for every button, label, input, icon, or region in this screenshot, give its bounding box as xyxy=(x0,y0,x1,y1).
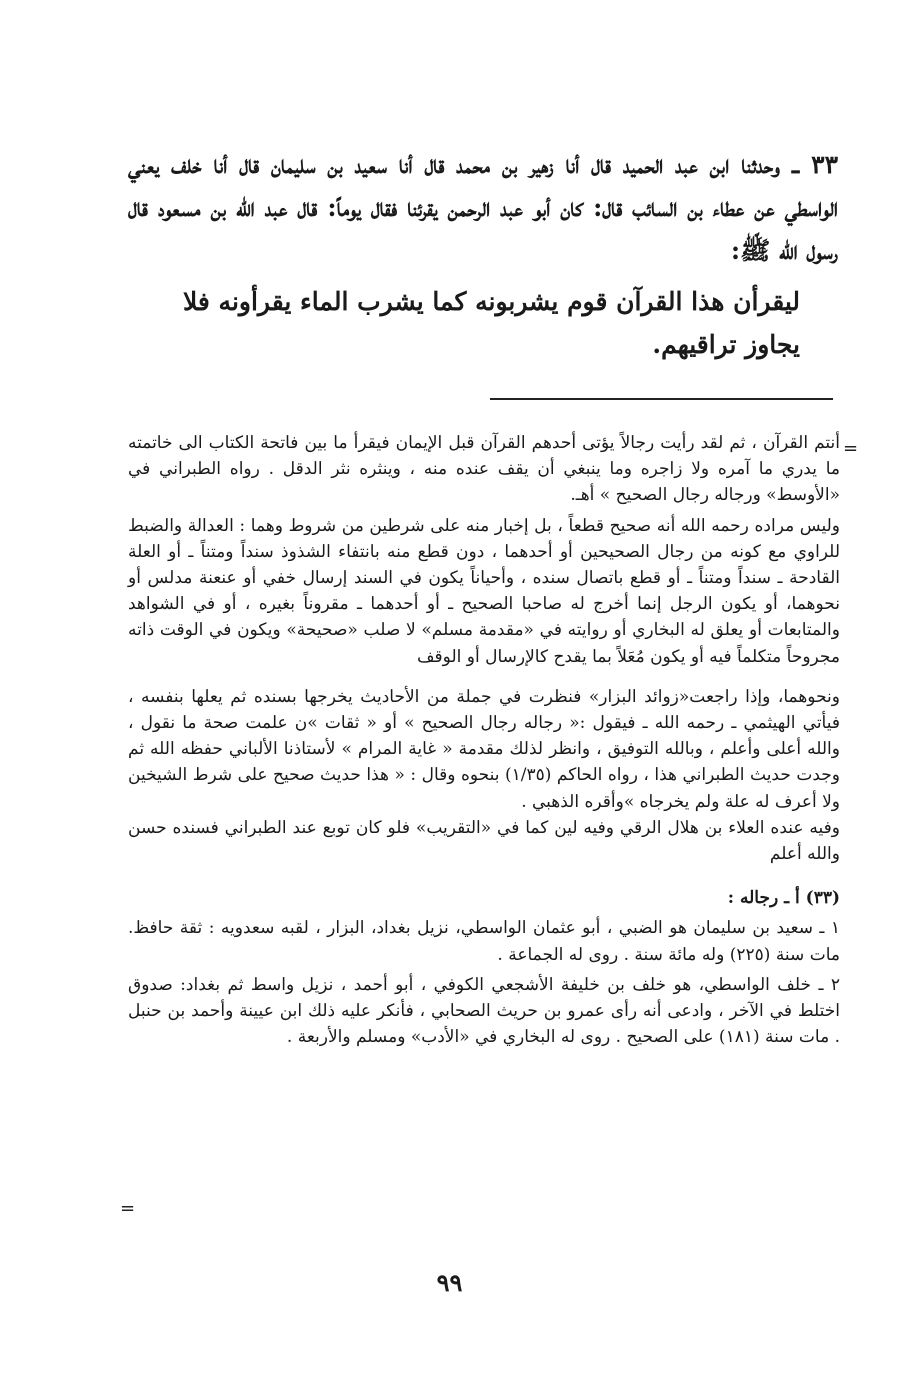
page-number: ٩٩ xyxy=(436,1268,463,1297)
footnote-paragraph-1: أنتم القرآن ، ثم لقد رأيت رجالاً يؤتى أحدهم القرآن قبل الإيمان فيقرأ ما بين فاتحة الكتاب الى خاتمته ما يدري ما آمره ولا زاجره وما ينبغي أن يقف عنده منه ، وينثره نثر الدقل . رواه الطبراني في «الأوسط» ورجاله رجال الصحيح » أهـ. xyxy=(128,433,840,506)
narrator-entry-1: ١ ـ سعيد بن سليمان هو الضبي ، أبو عثمان الواسطي، نزيل بغداد، البزار ، لقبه سعدويه : ثقة حافظ. مات سنة (٢٢٥) وله مائة سنة . روى له الجماعة . xyxy=(128,918,840,965)
narrators-heading: (٣٣) أ ـ رجاله : xyxy=(727,888,840,909)
footnote-paragraph-4: وفيه عنده العلاء بن هلال الرقي وفيه لين كما في «التقريب» فلو كان توبع عند الطبراني فسنده حسن والله أعلم xyxy=(128,817,840,865)
hadith-matn: ليقرأن هذا القرآن قوم يشربونه كما يشرب الماء يقرأونه فلا يجاوز تراقيهم. xyxy=(182,287,800,359)
hadith-isnad-paragraph xyxy=(128,143,838,272)
footnote-end-mark: = xyxy=(120,1198,136,1219)
hadith-main-text xyxy=(128,143,838,366)
hadith-isnad: وحدثنا ابن عبد الحميد قال أنا زهير بن محمد قال أنا سعيد بن سليمان قال أنا خلف يعني الواسطي عن عطاء بن السائب قال: كان أبو عبد الرحمن يقرئنا فقال يوماً: قال عبد الله بن مسعود قال رسول الله ﷺ: xyxy=(128,150,838,265)
footnotes-section xyxy=(128,430,840,1050)
footnote-paragraph-3: ونحوهما، وإذا راجعت«زوائد البزار» فنظرت في جملة من الأحاديث يخرجها بسنده ثم يعلها بنفسه ، فيأتي الهيثمي ـ رحمه الله ـ فيقول :« رجاله رجال الصحيح » أو « ثقات »ن علمت صحة ما نقول ، والله أعلى وأعلم ، وبالله التوفيق ، وانظر لذلك مقدمة « غاية المرام » لأستاذنا الألباني حفظه الله ثم وجدت حديث الطبراني هذا ، رواه الحاكم (١/٣٥) بنحوه وقال : « هذا حديث صحيح على شرط الشيخين ولا أعرف له علة ولم يخرجاه »وأقره الذهبي . xyxy=(128,686,840,812)
narrator-entry-2: ٢ ـ خلف الواسطي، هو خلف بن خليفة الأشجعي الكوفي ، أبو أحمد ، نزيل واسط ثم بغداد: صدوق اختلط في الآخر ، وادعى أنه رأى عمرو بن حريث الصحابي ، فأنكر عليه ذلك ابن عيينة وأحمد بن حنبل . مات سنة (١٨١) على الصحيح . روى له البخاري في «الأدب» ومسلم والأربعة . xyxy=(128,974,840,1048)
footnote-separator-rule xyxy=(490,398,833,400)
footnote-paragraph-2: وليس مراده رحمه الله أنه صحيح قطعاً ، بل إخبار منه على شرطين من شروط وهما : العدالة والضبط للراوي مع كونه من رجال الصحيحين أو أحدهما ، دون قطع منه بانتفاء الشذوذ سنداً ومتناً ـ أو العلة القادحة ـ سنداً ومتناً ـ أو قطع باتصال سنده ، وأحياناً يكون في السند إرسال خفي أو عنعنة مدلس أو نحوهما، أو يكون الرجل إنما أخرج له صاحبا الصحيح ـ أو أحدهما ـ مقروناً بغيره ، أو في الشواهد والمتابعات أو يعلق له البخاري أو روايته في «مقدمة مسلم» لا صلب «صحيحة» ويكون في الوقت ذاته مجروحاً متكلماً فيه أو يكون مُعَلاً بما يقدح كالإرسال أو الوقف xyxy=(128,515,840,667)
footnote-continuation-mark: = xyxy=(843,438,859,459)
hadith-number: ٣٣ ـ xyxy=(791,150,839,179)
